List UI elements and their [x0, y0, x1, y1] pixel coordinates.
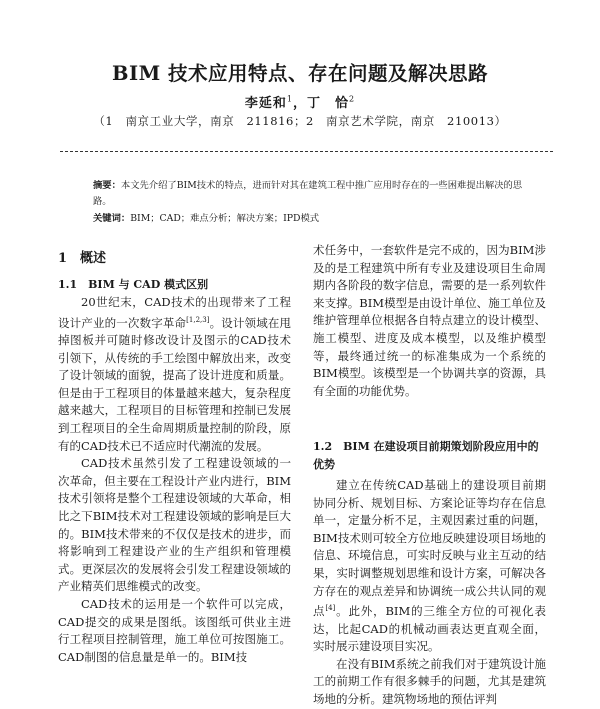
- keywords-label: 关键词：: [93, 213, 131, 224]
- right-column-body-bottom: [313, 477, 546, 709]
- section-1-1-heading: 1.1 BIM 与 CAD 模式区别: [58, 278, 209, 291]
- right-column-body-top: [313, 242, 546, 400]
- header-divider: [60, 151, 553, 152]
- paragraph: 术任务中，一套软件是完不成的，因为BIM涉及的是工程建筑中所有专业及建设项目生命周期内各阶段的数字信息，需要的是一系列软件来支撑。BIM模型是由设计单位、施工单位及维护管理单位根据各自特点建立的设计模型、施工模型、进度及成本模型，以及维护模型等，最终通过统一的标准集成为一个系统的BIM模型。该模型是一个协调共享的资源，具有全面的功能优势。: [313, 243, 546, 398]
- citation: [1,2,3]: [186, 315, 210, 324]
- paper-title: BIM 技术应用特点、存在问题及解决思路: [112, 62, 488, 85]
- section-1-heading: 1 概述: [58, 251, 107, 266]
- section-1-2-heading: 1.2 BIM 在建设项目前期策划阶段应用中的优势: [313, 440, 539, 471]
- author-2: 丁 恰: [307, 96, 350, 111]
- paragraph: CAD技术的运用是一个软件可以完成，CAD提交的成果是图纸。该图纸可供业主进行工程项目控制管理，施工单位可按图施工。CAD制图的信息量是单一的。BIM技: [58, 596, 291, 664]
- paragraph-text: 20世纪末，CAD技术的出现带来了工程设计产业的一次数字革命: [58, 295, 291, 330]
- citation: [4]: [325, 604, 336, 613]
- abstract-text: 本文先介绍了BIM技术的特点，进而针对其在建筑工程中推广应用时存在的一些困难提出解决的思路。: [93, 180, 523, 207]
- paragraph-text: 建立在传统CAD基础上的建设项目前期协同分析、规划目标、方案论证等均存在信息单一，定量分析不足，主观因素过重的问题，BIM技术则可较全方位地反映建设项目场地的信息、环境信息，可实时反映与业主互动的结果，实时调整规划思维和设计方案，可解决各方存在的观点差异和协调统一成公共认同的观点: [313, 478, 546, 618]
- author-1: 李延和: [244, 96, 287, 111]
- paragraph: [313, 477, 546, 656]
- author-line: [0, 92, 600, 111]
- author-separator: ，: [292, 96, 307, 111]
- paragraph-text: 。此外，BIM的三维全方位的可视化表达，比起CAD的机械动画表达更直观全面，实时展示建设项目实况。: [313, 603, 546, 654]
- keywords-text: BIM；CAD；难点分析；解决方案；IPD模式: [130, 213, 320, 224]
- abstract: [93, 178, 533, 210]
- keywords: [93, 212, 533, 226]
- affiliation: （1 南京工业大学，南京 211816；2 南京艺术学院，南京 210013）: [93, 114, 507, 128]
- author-1-affil-mark: 1: [286, 94, 293, 104]
- paragraph: [58, 294, 291, 455]
- paragraph: 在没有BIM系统之前我们对于建筑设计施工的前期工作有很多棘手的问题，尤其是建筑场地的分析。建筑物场地的预估评判: [313, 656, 546, 706]
- paragraph-text: 。设计领域在甩掉图板并可随时修改设计及图示的CAD技术引领下，从传统的手工绘图中解放出来，改变了设计领域的面貌，提高了设计进度和质量。但是由于工程项目的体量越来越大，复杂程度越来越大，工程项目的目标管理和控制已发展到工程项目的全生命周期质量控制的阶段，原有的CAD技术已不适应时代潮流的发展。: [58, 315, 292, 453]
- paragraph: CAD技术虽然引发了工程建设领域的一次革命，但主要在工程设计产业内进行，BIM技术引领将是整个工程建设领域的大革命，相比之下BIM技术对工程建设领域的影响是巨大的。BIM技术带来的不仅仅是技术的进步，而将影响到工程建设产业的生产组织和管理模式。更深层次的发展将会引发工程建设领域的产业精英们思维模式的改变。: [58, 456, 291, 594]
- abstract-label: 摘要：: [93, 180, 121, 191]
- author-2-affil-mark: 2: [349, 94, 356, 104]
- left-column-body: [58, 294, 291, 666]
